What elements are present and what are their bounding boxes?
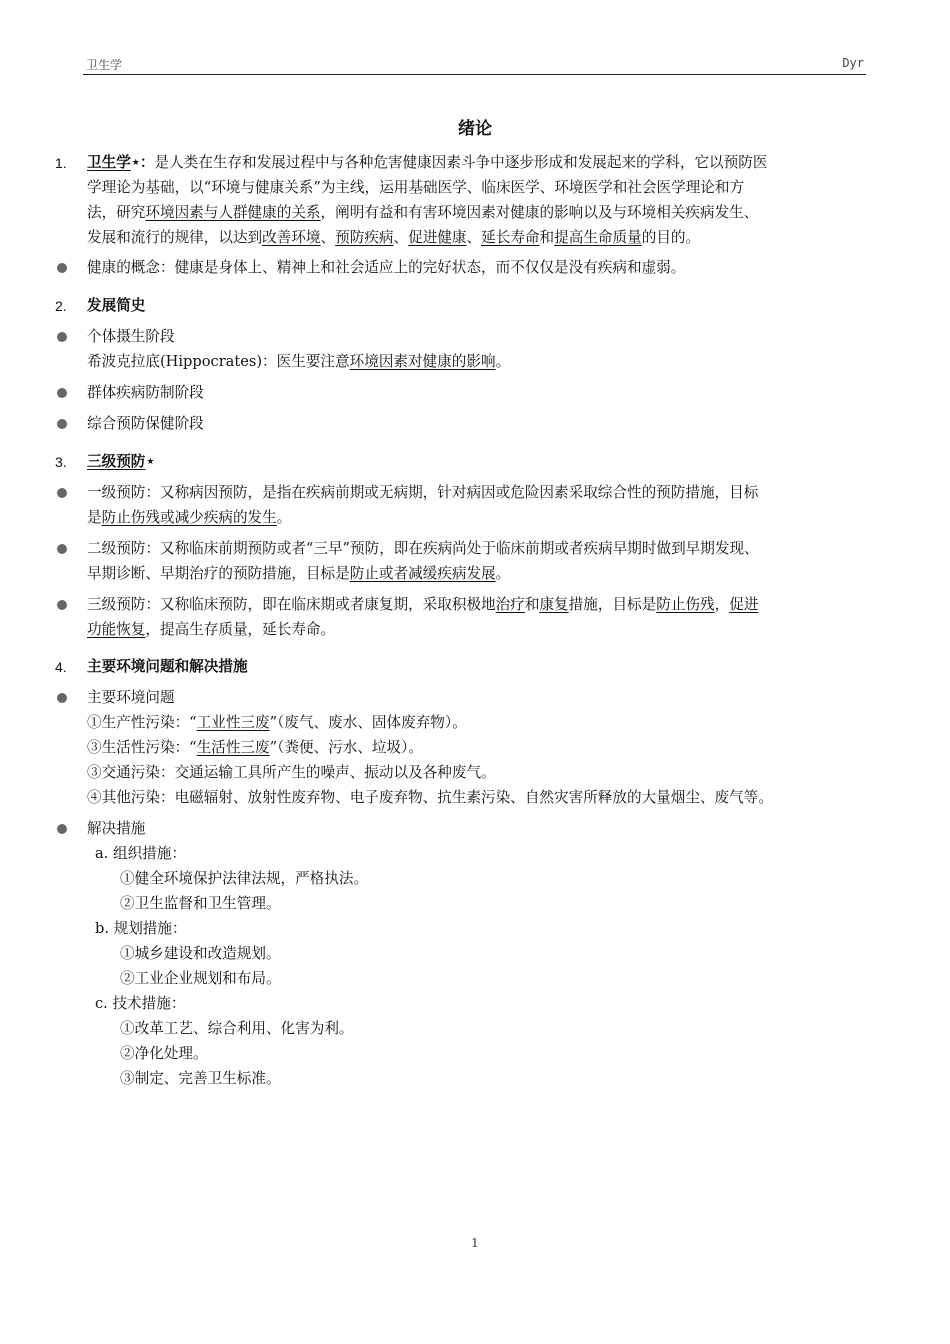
history-stage-3: 综合预防保健阶段 (87, 415, 204, 432)
primary-prevention-line-1: 一级预防：又称病因预防，是指在疾病前期或无病期，针对病因或危险因素采取综合性的预防措施，目标 (87, 484, 759, 501)
env-problems-heading: 主要环境问题 (87, 689, 175, 706)
secondary-prevention-line-1: 二级预防：又称临床前期预防或者“三早”预防，即在疾病尚处于临床前期或者疾病早期时做到早期发现、 (87, 540, 759, 557)
solution-a-heading: a. 组织措施： (95, 845, 186, 862)
solution-a-item-2: ②卫生监督和卫生管理。 (120, 895, 281, 912)
underlined-term: 环境因素与人群健康的关系 (145, 204, 321, 221)
solutions-heading: 解决措施 (87, 820, 146, 837)
page-header (83, 56, 866, 75)
section-1-line-1: 卫生学★：是人类在生存和发展过程中与各种危害健康因素斗争中逐步形成和发展起来的学科，它以预防医 (87, 154, 768, 171)
solution-a-item-1: ①健全环境保护法律法规，严格执法。 (120, 870, 369, 887)
page-number: 1 (471, 1236, 479, 1250)
solution-c-item-2: ②净化处理。 (120, 1045, 208, 1062)
bullet-icon (57, 544, 67, 554)
header-left: 卫生学 (86, 58, 123, 72)
env-problem-2: ③生活性污染：“生活性三废”（粪便、污水、垃圾）。 (87, 739, 424, 756)
health-definition: 健康的概念：健康是身体上、精神上和社会适应上的完好状态，而不仅仅是没有疾病和虚弱。 (87, 259, 686, 276)
section-1-line-4: 发展和流行的规律，以达到改善环境、预防疾病、促进健康、延长寿命和提高生命质量的目的。 (87, 229, 701, 246)
bullet-icon (57, 600, 67, 610)
section-1-line-2: 学理论为基础，以“环境与健康关系”为主线，运用基础医学、临床医学、环境医学和社会医学理论和方 (87, 179, 745, 196)
star-icon: ★ (146, 457, 155, 467)
section-2-number: 2. (55, 298, 67, 314)
section-2-heading: 发展简史 (87, 297, 146, 314)
header-right: Dyr (842, 56, 864, 70)
section-1-number: 1. (55, 155, 67, 171)
history-stage-2: 群体疾病防制阶段 (87, 384, 204, 401)
bullet-icon (57, 693, 67, 703)
page-title: 绪论 (458, 119, 492, 139)
env-problem-4: ④其他污染：电磁辐射、放射性废弃物、电子废弃物、抗生素污染、自然灾害所释放的大量烟尘、废气等。 (87, 789, 773, 806)
tertiary-prevention-line-1: 三级预防：又称临床预防，即在临床期或者康复期，采取积极地治疗和康复措施，目标是防止伤残，促进 (87, 596, 759, 613)
section-1-line-3: 法，研究环境因素与人群健康的关系，阐明有益和有害环境因素对健康的影响以及与环境相关疾病发生、 (87, 204, 759, 221)
bullet-icon (57, 263, 67, 273)
solution-b-heading: b. 规划措施： (95, 920, 187, 937)
history-stage-1: 个体摄生阶段 (87, 328, 175, 345)
section-1-heading: 卫生学 (87, 154, 131, 171)
bullet-icon (57, 824, 67, 834)
section-3-heading-line (87, 451, 154, 473)
solution-c-item-1: ①改革工艺、综合利用、化害为利。 (120, 1020, 354, 1037)
section-3-number: 3. (55, 454, 67, 470)
secondary-prevention-line-2: 早期诊断、早期治疗的预防措施，目标是防止或者减缓疾病发展。 (87, 565, 511, 582)
section-4-heading: 主要环境问题和解决措施 (87, 658, 248, 675)
section-4-number: 4. (55, 659, 67, 675)
bullet-icon (57, 388, 67, 398)
bullet-icon (57, 419, 67, 429)
hippocrates-note: 希波克拉底(Hippocrates)：医生要注意环境因素对健康的影响。 (87, 353, 511, 370)
env-problem-1: ①生产性污染：“工业性三废”（废气、废水、固体废弃物）。 (87, 714, 467, 731)
solution-b-item-1: ①城乡建设和改造规划。 (120, 945, 281, 962)
primary-prevention-line-2: 是防止伤残或减少疾病的发生。 (87, 509, 292, 526)
section-3-heading: 三级预防 (87, 453, 146, 470)
tertiary-prevention-line-2: 功能恢复，提高生存质量，延长寿命。 (87, 621, 336, 638)
env-problem-3: ③交通污染：交通运输工具所产生的噪声、振动以及各种废气。 (87, 764, 496, 781)
solution-b-item-2: ②工业企业规划和布局。 (120, 970, 281, 987)
solution-c-heading: c. 技术措施： (95, 995, 186, 1012)
bullet-icon (57, 332, 67, 342)
star-icon: ★ (131, 158, 140, 168)
solution-c-item-3: ③制定、完善卫生标准。 (120, 1070, 281, 1087)
bullet-icon (57, 488, 67, 498)
